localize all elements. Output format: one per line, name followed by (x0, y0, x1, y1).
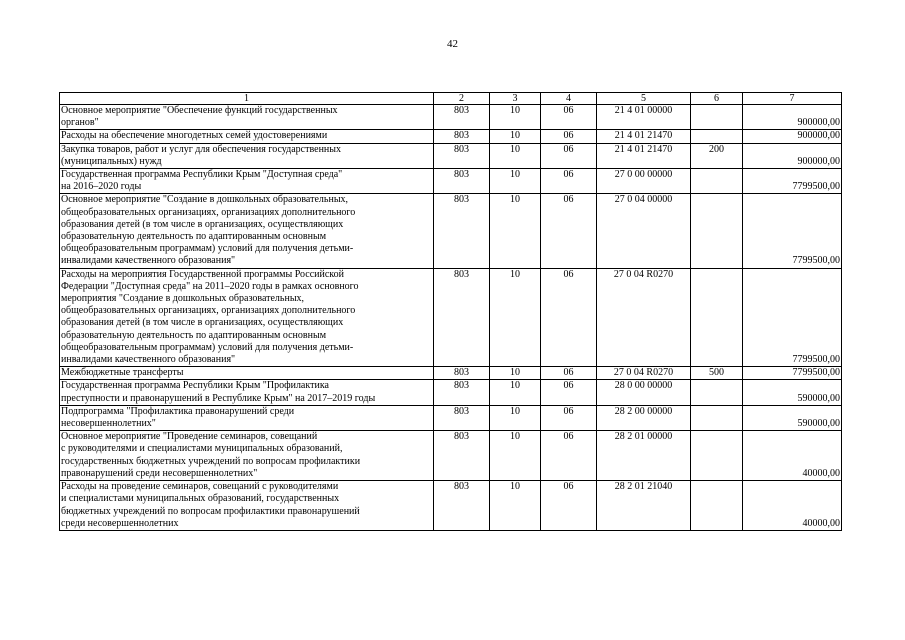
subsection-code-cell: 06 (541, 130, 597, 143)
amount-cell: 590000,00 (743, 380, 842, 405)
amount-cell: 900000,00 (743, 143, 842, 168)
expense-type-cell (691, 169, 743, 194)
expense-type-cell (691, 268, 743, 367)
section-code-cell: 10 (490, 105, 541, 130)
target-article-cell: 27 0 04 R0270 (597, 367, 691, 380)
target-article-cell: 28 2 00 00000 (597, 405, 691, 430)
row-name-cell (60, 481, 434, 531)
table-row (60, 169, 842, 194)
row-name-cell (60, 105, 434, 130)
row-name-text: Основное мероприятие "Создание в дошкольных образовательных, общеобразовательных организациях, организациях дополнительного образования детей (в том числе в организациях, осуществляющих образовательную деятельность по адаптированным основным общеобразовательным программам) условий для получения детьми- инвалидами качественного образования" (61, 194, 356, 267)
table-row (60, 194, 842, 268)
expense-type-cell: 200 (691, 143, 743, 168)
table-row (60, 367, 842, 380)
row-name-cell (60, 169, 434, 194)
subsection-code-cell: 06 (541, 268, 597, 367)
amount-cell: 900000,00 (743, 105, 842, 130)
amount-cell: 7799500,00 (743, 268, 842, 367)
amount-cell: 7799500,00 (743, 194, 842, 268)
table-row (60, 130, 842, 143)
target-article-cell: 28 0 00 00000 (597, 380, 691, 405)
ministry-code-cell: 803 (434, 431, 490, 481)
section-code-cell: 10 (490, 380, 541, 405)
target-article-cell: 21 4 01 21470 (597, 130, 691, 143)
ministry-code-cell: 803 (434, 105, 490, 130)
row-name-text: Подпрограмма "Профилактика правонарушений среди несовершеннолетних" (61, 405, 295, 430)
expense-type-cell (691, 405, 743, 430)
table-body (60, 105, 842, 531)
section-code-cell: 10 (490, 143, 541, 168)
column-header: 5 (597, 93, 691, 105)
table-row (60, 143, 842, 168)
subsection-code-cell: 06 (541, 194, 597, 268)
target-article-cell: 27 0 00 00000 (597, 169, 691, 194)
row-name-text: Расходы на проведение семинаров, совещаний с руководителями и специалистами муниципальных образований, государственных бюджетных учреждений по вопросам профилактики правонарушений среди несовершеннолетних (61, 481, 360, 529)
expense-type-cell (691, 105, 743, 130)
amount-cell: 40000,00 (743, 431, 842, 481)
row-name-cell (60, 194, 434, 268)
ministry-code-cell: 803 (434, 380, 490, 405)
amount-cell: 7799500,00 (743, 367, 842, 380)
ministry-code-cell: 803 (434, 481, 490, 531)
section-code-cell: 10 (490, 431, 541, 481)
ministry-code-cell: 803 (434, 405, 490, 430)
table-row (60, 105, 842, 130)
target-article-cell: 21 4 01 21470 (597, 143, 691, 168)
table-row (60, 268, 842, 367)
table-header-row (60, 93, 842, 105)
subsection-code-cell: 06 (541, 481, 597, 531)
row-name-text: Расходы на обеспечение многодетных семей удостоверениями (61, 130, 328, 142)
page-number: 42 (447, 38, 458, 50)
table-row (60, 380, 842, 405)
row-name-text: Расходы на мероприятия Государственной программы Российской Федерации "Доступная среда" на 2011–2020 годы в рамках основного мероприятия "Создание в дошкольных образовательных, общеобразовательных организациях, организациях дополнительного образования детей (в том числе в организациях, осуществляющих образовательную деятельность по адаптированным основным общеобразовательным программам) условий для получения детьми- инвалидами качественного образования" (61, 268, 359, 366)
row-name-text: Закупка товаров, работ и услуг для обеспечения государственных (муниципальных) нужд (61, 143, 342, 167)
row-name-cell (60, 431, 434, 481)
column-header: 2 (434, 93, 490, 105)
amount-cell: 7799500,00 (743, 169, 842, 194)
row-name-cell (60, 130, 434, 143)
subsection-code-cell: 06 (541, 380, 597, 405)
section-code-cell: 10 (490, 481, 541, 531)
target-article-cell: 28 2 01 21040 (597, 481, 691, 531)
subsection-code-cell: 06 (541, 405, 597, 430)
target-article-cell: 28 2 01 00000 (597, 431, 691, 481)
section-code-cell: 10 (490, 268, 541, 367)
section-code-cell: 10 (490, 194, 541, 268)
subsection-code-cell: 06 (541, 431, 597, 481)
section-code-cell: 10 (490, 405, 541, 430)
table-row (60, 481, 842, 531)
expense-type-cell (691, 130, 743, 143)
row-name-cell (60, 268, 434, 367)
subsection-code-cell: 06 (541, 367, 597, 380)
target-article-cell: 21 4 01 00000 (597, 105, 691, 130)
row-name-text: Межбюджетные трансферты (61, 367, 184, 379)
section-code-cell: 10 (490, 130, 541, 143)
row-name-cell (60, 380, 434, 405)
ministry-code-cell: 803 (434, 367, 490, 380)
ministry-code-cell: 803 (434, 169, 490, 194)
amount-cell: 590000,00 (743, 405, 842, 430)
column-header: 1 (60, 93, 434, 105)
section-code-cell: 10 (490, 367, 541, 380)
table-row (60, 431, 842, 481)
expense-type-cell (691, 481, 743, 531)
section-code-cell: 10 (490, 169, 541, 194)
subsection-code-cell: 06 (541, 143, 597, 168)
amount-cell: 900000,00 (743, 130, 842, 143)
column-header: 7 (743, 93, 842, 105)
ministry-code-cell: 803 (434, 130, 490, 143)
ministry-code-cell: 803 (434, 143, 490, 168)
row-name-cell (60, 143, 434, 168)
column-header: 6 (691, 93, 743, 105)
target-article-cell: 27 0 04 R0270 (597, 268, 691, 367)
expense-type-cell (691, 431, 743, 481)
expense-type-cell (691, 380, 743, 405)
expense-type-cell (691, 194, 743, 268)
row-name-text: Основное мероприятие "Проведение семинаров, совещаний с руководителями и специалистами муниципальных образований, государственных бюджетных учреждений по вопросам профилактики правонарушений среди несовершеннолетних" (61, 431, 361, 479)
table-row (60, 405, 842, 430)
row-name-text: Государственная программа Республики Крым "Профилактика преступности и правонарушений в Республике Крым" на 2017–2019 годы (61, 380, 376, 404)
subsection-code-cell: 06 (541, 105, 597, 130)
ministry-code-cell: 803 (434, 268, 490, 367)
row-name-cell (60, 367, 434, 380)
column-header: 4 (541, 93, 597, 105)
row-name-cell (60, 405, 434, 430)
column-header: 3 (490, 93, 541, 105)
row-name-text: Государственная программа Республики Крым "Доступная среда" на 2016–2020 годы (61, 169, 343, 193)
expense-type-cell: 500 (691, 367, 743, 380)
budget-table (59, 92, 842, 531)
subsection-code-cell: 06 (541, 169, 597, 194)
ministry-code-cell: 803 (434, 194, 490, 268)
amount-cell: 40000,00 (743, 481, 842, 531)
row-name-text: Основное мероприятие "Обеспечение функций государственных органов" (61, 105, 338, 129)
target-article-cell: 27 0 04 00000 (597, 194, 691, 268)
